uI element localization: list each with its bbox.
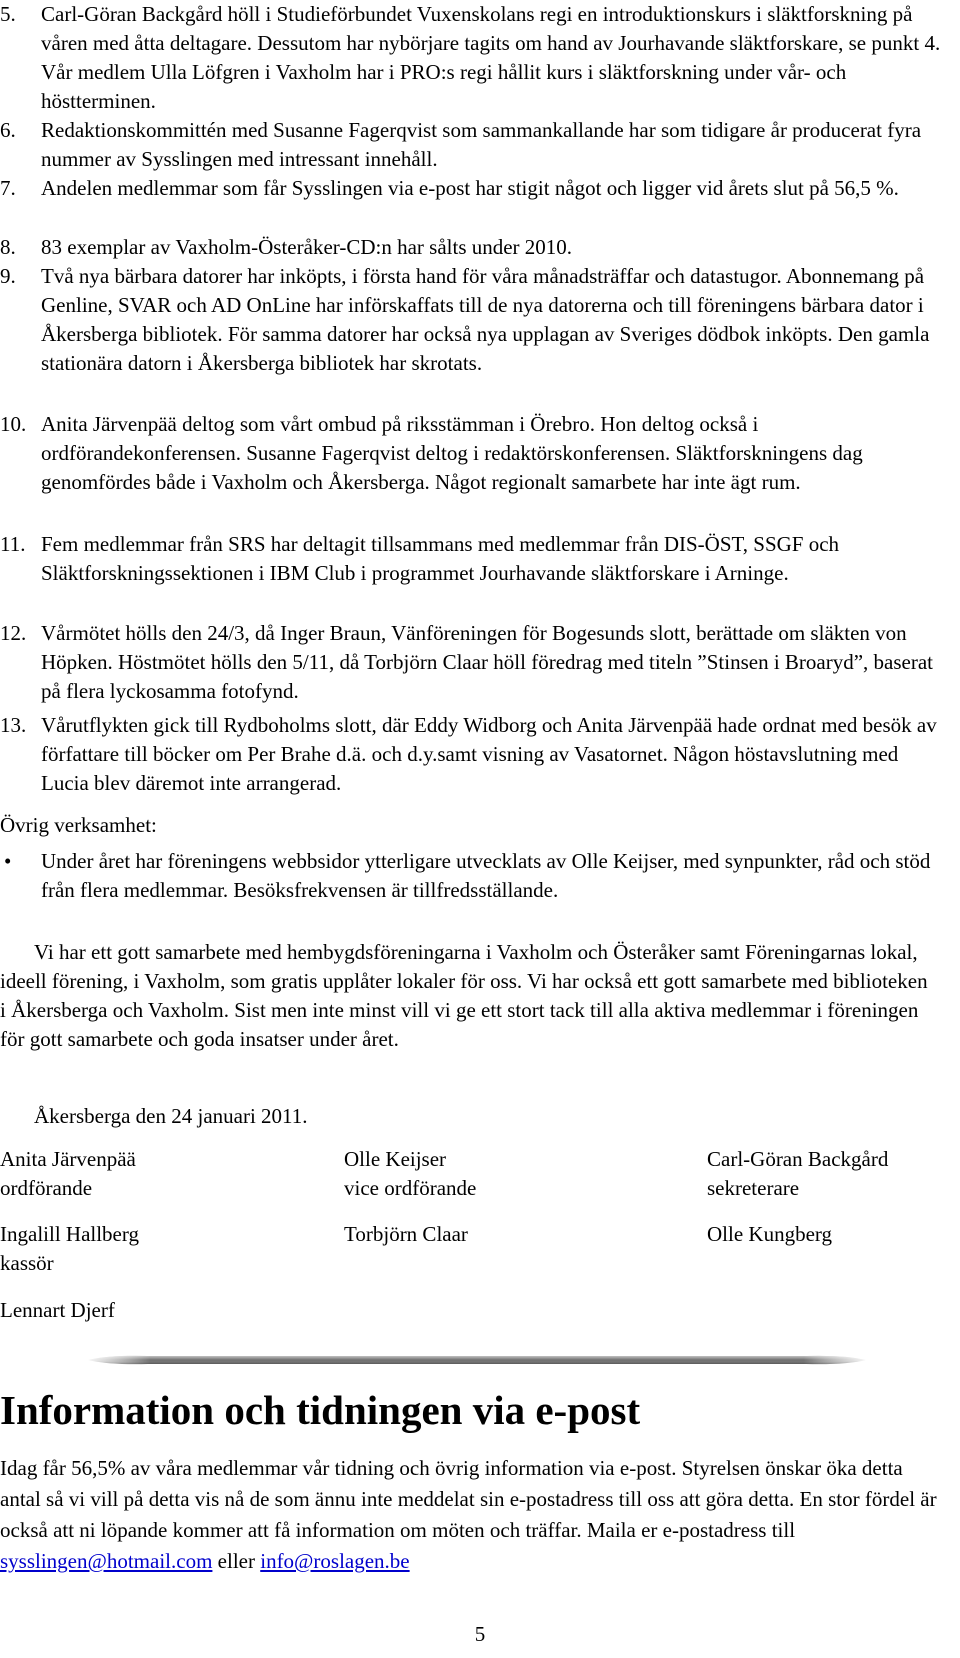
list-item [0,410,951,497]
list-item [0,262,951,378]
signature-role: ordförande [0,1176,93,1200]
signature-block [707,1145,888,1203]
item-number: 11. [0,532,26,556]
bullet-icon: • [4,849,12,873]
bullet-text: Under året har föreningens webbsidor ytterligare utvecklats av Olle Keijser, med synpunkter, råd och stöd från flera medlemmar. Besöksfrekvensen är tillfredsställande. [41,849,931,902]
email-link-sysslingen[interactable]: sysslingen@hotmail.com [0,1549,213,1573]
item-number: 12. [0,621,27,645]
bullet-item [0,847,951,905]
signature-date: Åkersberga den 24 januari 2011. [34,1104,308,1128]
item-number: 7. [0,176,16,200]
item-number: 13. [0,713,27,737]
item-text: Vårmötet hölls den 24/3, då Inger Braun, Vänföreningen för Bogesunds slott, berättade om släkten von Höpken. Höstmötet hölls den 5/11, då Torbjörn Claar höll föredrag med titeln ”Stinsen i Broaryd”, baserat på flera lyckosamma fotofynd. [41,621,933,703]
email-link-roslagen[interactable]: info@roslagen.be [260,1549,410,1573]
misc-heading: Övrig verksamhet: [0,813,157,837]
signature-block [707,1220,832,1249]
signature-block [0,1220,139,1278]
signature-block [0,1296,115,1325]
signature-name: Anita Järvenpää [0,1147,136,1171]
list-item [0,233,951,262]
item-text: Två nya bärbara datorer har inköpts, i första hand för våra månadsträffar och datastugor. Abonnemang på Genline, SVAR och AD OnLine har införskaffats till de nya datorerna och till föreningens bärbara dator i Åkersberga bibliotek. För samma datorer har också nya upplagan av Sveriges dödbok inköpts. Den gamla stationära datorn i Åkersberga bibliotek har skrotats. [41,264,930,375]
item-text: 83 exemplar av Vaxholm-Österåker-CD:n har sålts under 2010. [41,235,573,259]
item-number: 9. [0,264,16,288]
section-title: Information och tidningen via e-post [0,1387,641,1433]
signature-role: sekreterare [707,1176,800,1200]
signature-name: Ingalill Hallberg [0,1222,139,1246]
signature-block [344,1220,468,1249]
item-text: Carl-Göran Backgård höll i Studieförbundet Vuxenskolans regi en introduktionskurs i släktforskning på våren med åtta deltagare. Dessutom har nybörjare tagits om hand av Jourhavande släktforskare, se punkt 4. Vår medlem Ulla Löfgren i Vaxholm har i PRO:s regi hållit kurs i släktforskning under vår- och höstterminen. [41,2,941,113]
signature-role: kassör [0,1251,54,1275]
item-text: Vårutflykten gick till Rydboholms slott, där Eddy Widborg och Anita Järvenpää hade ordnat med besök av författare till böcker om Per Brahe d.ä. och d.y.samt visning av Vasatornet. Någon höstavslutning med Lucia blev däremot inte arrangerad. [41,713,937,795]
paragraph-text: eller [212,1549,261,1573]
list-item [0,711,951,798]
item-text: Fem medlemmar från SRS har deltagit tillsammans med medlemmar från DIS-ÖST, SSGF och Släktforskningssektionen i IBM Club i programmet Jourhavande släktforskare i Arninge. [41,532,840,585]
signature-name: Olle Keijser [344,1147,447,1171]
signature-block [0,1145,136,1203]
list-item [0,174,951,203]
list-item [0,619,951,706]
signature-name: Carl-Göran Backgård [707,1147,889,1171]
item-text: Andelen medlemmar som får Sysslingen via e-post har stigit något och ligger vid årets slut på 56,5 %. [41,176,899,200]
list-item [0,530,951,588]
list-item [0,116,951,174]
signature-block [344,1145,476,1203]
list-item [0,0,951,116]
signature-name: Olle Kungberg [707,1222,833,1246]
item-number: 6. [0,118,16,142]
item-number: 5. [0,2,16,26]
item-text: Redaktionskommittén med Susanne Fagerqvist som sammankallande har som tidigare år producerat fyra nummer av Sysslingen med intressant innehåll. [41,118,922,171]
closing-paragraph: Vi har ett gott samarbete med hembygdsföreningarna i Vaxholm och Österåker samt Föreningarnas lokal, ideell förening, i Vaxholm, som gratis upplåter lokaler för oss. Vi har också ett gott samarbete med biblioteken i Åkersberga och Vaxholm. Sist men inte minst vill vi ge ett stort tack till alla aktiva medlemmar i föreningen för gott samarbete och goda insatser under året. [0,940,928,1051]
page-number: 5 [474,1622,486,1646]
signature-role: vice ordförande [344,1176,477,1200]
section-paragraph [0,1453,945,1577]
section-divider [88,1353,866,1367]
signature-name: Torbjörn Claar [344,1222,468,1246]
item-text: Anita Järvenpää deltog som vårt ombud på riksstämman i Örebro. Hon deltog också i ordförandekonferensen. Susanne Fagerqvist deltog i redaktörskonferensen. Släktforskningens dag genomfördes både i Vaxholm och Åkersberga. Något regionalt samarbete har inte ägt rum. [41,412,863,494]
paragraph-text: Idag får 56,5% av våra medlemmar vår tidning och övrig information via e-post. Styrelsen önskar öka detta antal så vi vill på detta vis nå de som ännu inte meddelat sin e-postadress till oss att göra detta. En stor fördel är också att ni löpande kommer att få information om möten och träffar. Maila er e-postadress till [0,1456,937,1542]
signature-name: Lennart Djerf [0,1298,115,1322]
item-number: 8. [0,235,16,259]
item-number: 10. [0,412,27,436]
